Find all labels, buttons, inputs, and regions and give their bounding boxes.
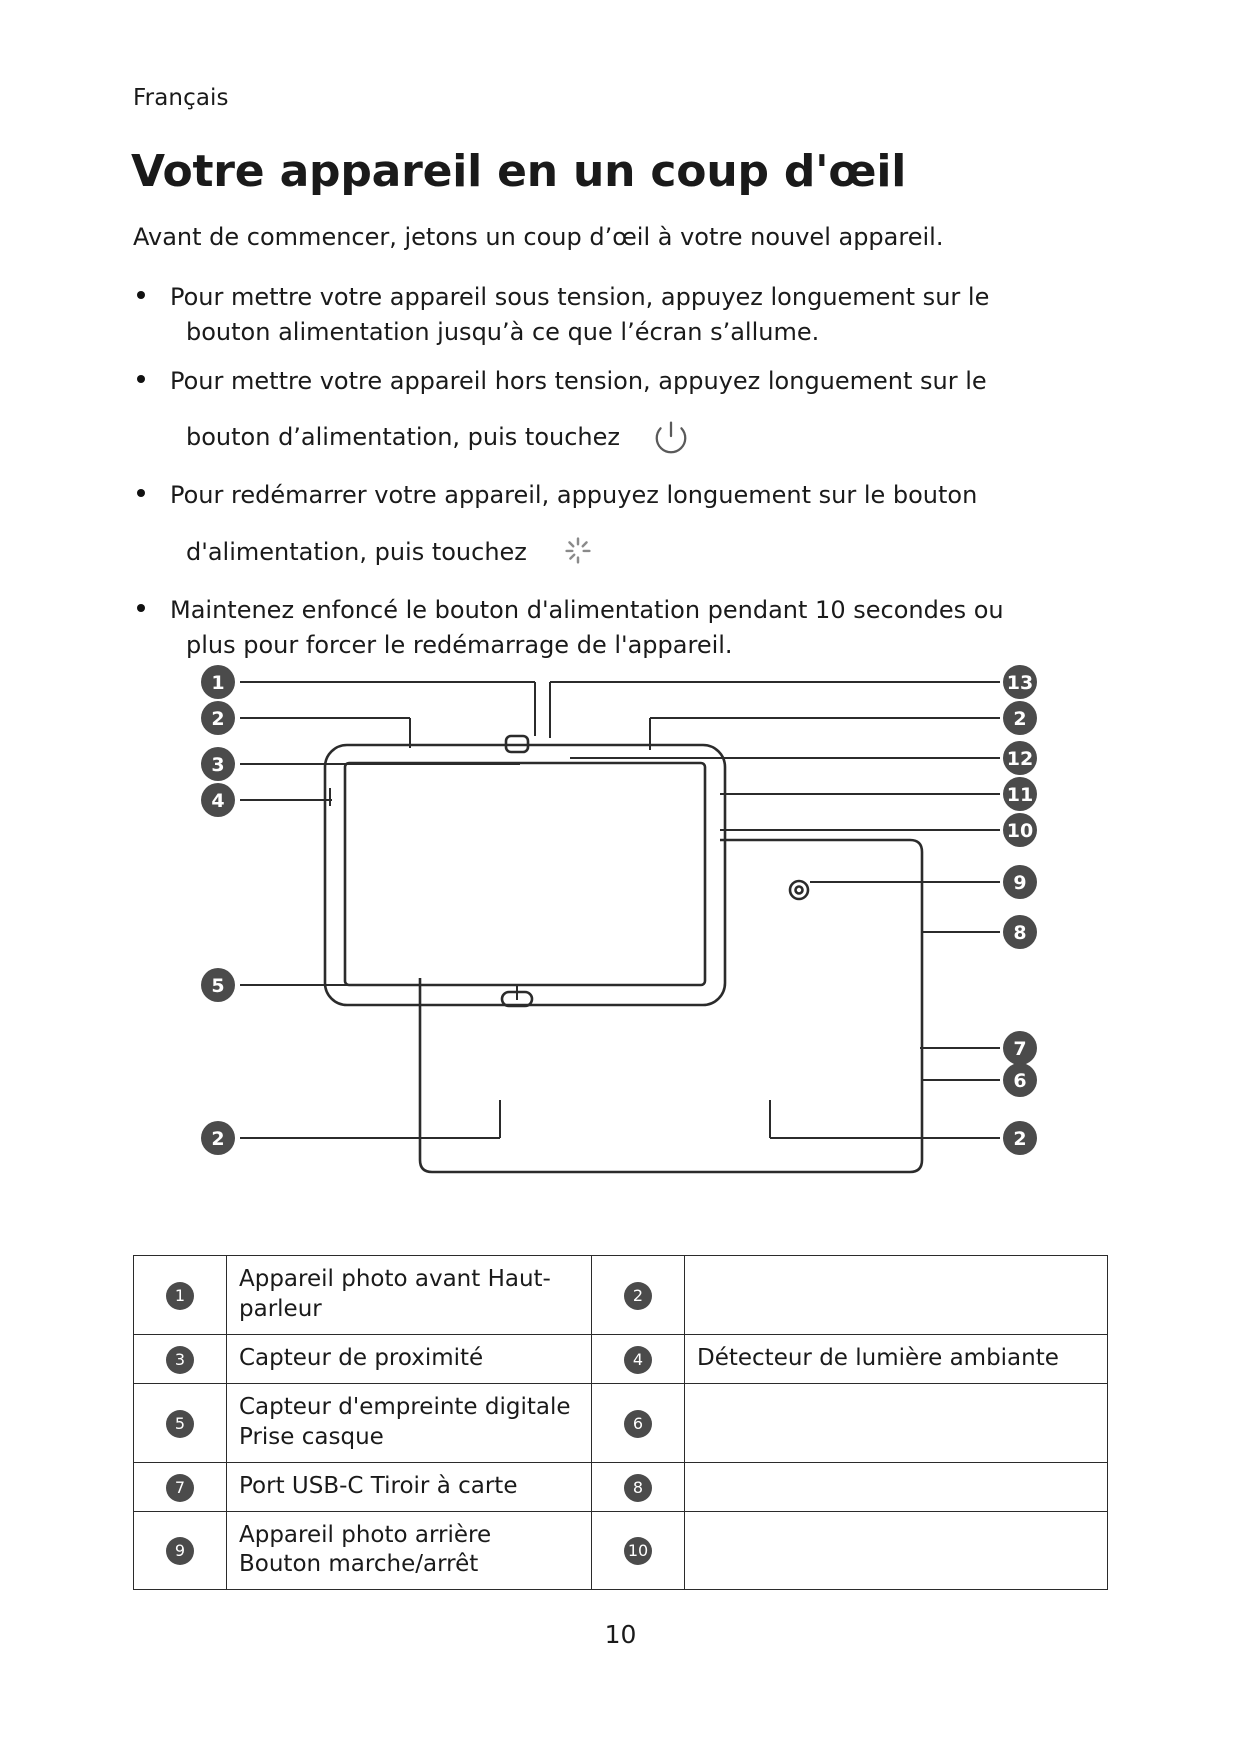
badge-number: 9	[166, 1537, 194, 1565]
legend-number	[134, 1383, 227, 1462]
list-item-line-2-wrap	[170, 531, 1118, 579]
list-item	[133, 593, 1118, 663]
list-item-line-2: d'alimentation, puis touchez	[186, 537, 527, 566]
list-item	[133, 478, 1118, 579]
callout-7	[1003, 1031, 1037, 1065]
callout-12	[1003, 741, 1037, 775]
badge-number: 8	[624, 1474, 652, 1502]
list-item-line-1: Maintenez enfoncé le bouton d'alimentation pendant 10 secondes ou	[170, 595, 1004, 624]
legend-label: Capteur de proximité	[227, 1334, 592, 1383]
badge-number: 2	[624, 1282, 652, 1310]
legend-number	[134, 1462, 227, 1511]
callout-3	[201, 747, 235, 781]
svg-text:2: 2	[1013, 708, 1027, 730]
svg-text:1: 1	[211, 672, 225, 694]
restart-icon	[543, 531, 597, 579]
svg-text:4: 4	[211, 790, 225, 812]
svg-text:5: 5	[211, 975, 225, 997]
svg-text:7: 7	[1013, 1038, 1027, 1060]
legend-number	[592, 1462, 685, 1511]
callout-1	[201, 665, 235, 699]
legend-label	[685, 1462, 1108, 1511]
svg-text:13: 13	[1006, 672, 1034, 694]
list-item-line-2: plus pour forcer le redémarrage de l'appareil.	[186, 630, 733, 659]
bullet-dot	[137, 604, 145, 612]
svg-text:2: 2	[1013, 1128, 1027, 1150]
legend-number	[592, 1383, 685, 1462]
callout-8	[1003, 915, 1037, 949]
svg-text:2: 2	[211, 708, 225, 730]
badge-number: 4	[624, 1346, 652, 1374]
page-number: 10	[604, 1620, 637, 1649]
list-item-line-1: Pour redémarrer votre appareil, appuyez longuement sur le bouton	[170, 481, 978, 510]
legend-number	[592, 1334, 685, 1383]
svg-text:2: 2	[211, 1128, 225, 1150]
callout-2b	[201, 1121, 235, 1155]
legend-number	[592, 1256, 685, 1335]
legend-number	[134, 1334, 227, 1383]
callout-4	[201, 783, 235, 817]
list-item-line-2: bouton d’alimentation, puis touchez	[186, 423, 620, 452]
legend-label: Appareil photo avant Haut-parleur	[227, 1256, 592, 1335]
list-item	[133, 364, 1118, 465]
table-row	[134, 1511, 1108, 1590]
svg-text:6: 6	[1013, 1070, 1027, 1092]
svg-text:9: 9	[1013, 872, 1027, 894]
callout-9	[1003, 865, 1037, 899]
list-item-line-2: bouton alimentation jusqu’à ce que l’écran s’allume.	[186, 317, 820, 346]
callout-2a	[201, 701, 235, 735]
callout-2c	[1003, 701, 1037, 735]
power-icon	[636, 416, 690, 464]
list-item	[133, 280, 1118, 350]
badge-number: 6	[624, 1410, 652, 1438]
legend-number	[134, 1511, 227, 1590]
page-title: Votre appareil en un coup d'œil	[131, 146, 907, 198]
instruction-list	[133, 280, 1118, 664]
callout-11	[1003, 777, 1037, 811]
legend-label: Port USB-C Tiroir à carte	[227, 1462, 592, 1511]
svg-text:3: 3	[211, 754, 225, 776]
legend-table	[133, 1255, 1108, 1590]
table-row	[134, 1256, 1108, 1335]
legend-label	[685, 1383, 1108, 1462]
badge-number: 7	[166, 1474, 194, 1502]
list-item-line-2-wrap	[170, 416, 1118, 464]
callout-10	[1003, 813, 1037, 847]
svg-text:11: 11	[1006, 784, 1034, 806]
callout-6	[1003, 1063, 1037, 1097]
badge-number: 1	[166, 1282, 194, 1310]
legend-label: Capteur d'empreinte digitale Prise casque	[227, 1383, 592, 1462]
list-item-line-1: Pour mettre votre appareil sous tension, appuyez longuement sur le	[170, 283, 990, 311]
table-row	[134, 1334, 1108, 1383]
bullet-dot	[137, 291, 145, 299]
badge-number: 5	[166, 1410, 194, 1438]
table-row	[134, 1462, 1108, 1511]
legend-number	[592, 1511, 685, 1590]
legend-number	[134, 1256, 227, 1335]
badge-number: 3	[166, 1346, 194, 1374]
language-label: Français	[133, 85, 229, 111]
svg-text:12: 12	[1006, 748, 1034, 770]
tablet-callout-diagram	[120, 660, 1120, 1220]
legend-label: Détecteur de lumière ambiante	[685, 1334, 1108, 1383]
badge-number: 10	[624, 1537, 652, 1565]
legend-label	[685, 1256, 1108, 1335]
table-row	[134, 1383, 1108, 1462]
callout-2d	[1003, 1121, 1037, 1155]
callout-5	[201, 968, 235, 1002]
legend-label	[685, 1511, 1108, 1590]
legend-label: Appareil photo arrière Bouton marche/arrêt	[227, 1511, 592, 1590]
bullet-dot	[137, 375, 145, 383]
svg-text:8: 8	[1013, 922, 1027, 944]
svg-text:10: 10	[1006, 820, 1034, 842]
bullet-dot	[137, 489, 145, 497]
callout-13	[1003, 665, 1037, 699]
list-item-line-1: Pour mettre votre appareil hors tension, appuyez longuement sur le	[170, 366, 987, 395]
intro-paragraph: Avant de commencer, jetons un coup d’œil à votre nouvel appareil.	[133, 223, 944, 251]
